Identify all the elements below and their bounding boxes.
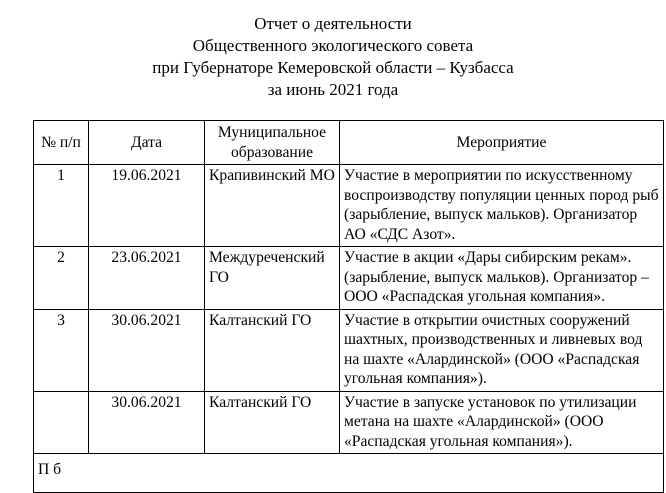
row-event: Участие в открытии очистных сооружений шахтных, производственных и ливневых вод на шахте «Алардинской» (ООО «Распадская угольная компания»). [340, 309, 664, 391]
row-event: Участие в акции «Дары сибирским рекам». (зарыбление, выпуск мальков). Организатор – ООО «Распадская угольная компания». [340, 247, 664, 310]
row-date: 30.06.2021 [89, 391, 205, 454]
activity-table [33, 120, 664, 493]
title-line-3: при Губернаторе Кемеровской области – Кузбасса [152, 58, 514, 77]
document-title [0, 13, 666, 101]
row-municipality: Калтанский ГО [205, 391, 340, 454]
table-header-row [34, 121, 664, 165]
cut-off-row-text: П б [38, 461, 62, 478]
row-num [34, 391, 89, 454]
header-event: Мероприятие [340, 121, 664, 165]
row-municipality: Междуреченский ГО [205, 247, 340, 310]
header-date: Дата [89, 121, 205, 165]
row-event: Участие в запуске установок по утилизации метана на шахте «Алардинской» (ООО «Распадская угольная компания»). [340, 391, 664, 454]
row-num: 3 [34, 309, 89, 391]
row-date: 19.06.2021 [89, 165, 205, 247]
title-line-2: Общественного экологического совета [192, 36, 474, 55]
row-date: 30.06.2021 [89, 309, 205, 391]
cut-off-row-cell [34, 454, 664, 493]
table-row [34, 165, 664, 247]
table-row [34, 391, 664, 454]
row-num: 1 [34, 165, 89, 247]
header-municipality: Муниципальное образование [205, 121, 340, 165]
row-num: 2 [34, 247, 89, 310]
title-line-1: Отчет о деятельности [254, 14, 412, 33]
table-row [34, 247, 664, 310]
table-row [34, 309, 664, 391]
row-municipality: Крапивинский МО [205, 165, 340, 247]
row-date: 23.06.2021 [89, 247, 205, 310]
row-event: Участие в мероприятии по искусственному воспроизводству популяции ценных пород рыб (зарыбление, выпуск мальков). Организатор АО «СДС Азот». [340, 165, 664, 247]
row-municipality: Калтанский ГО [205, 309, 340, 391]
header-num: № п/п [34, 121, 89, 165]
title-line-4: за июнь 2021 года [267, 80, 399, 99]
table-row-cut-off [34, 454, 664, 493]
